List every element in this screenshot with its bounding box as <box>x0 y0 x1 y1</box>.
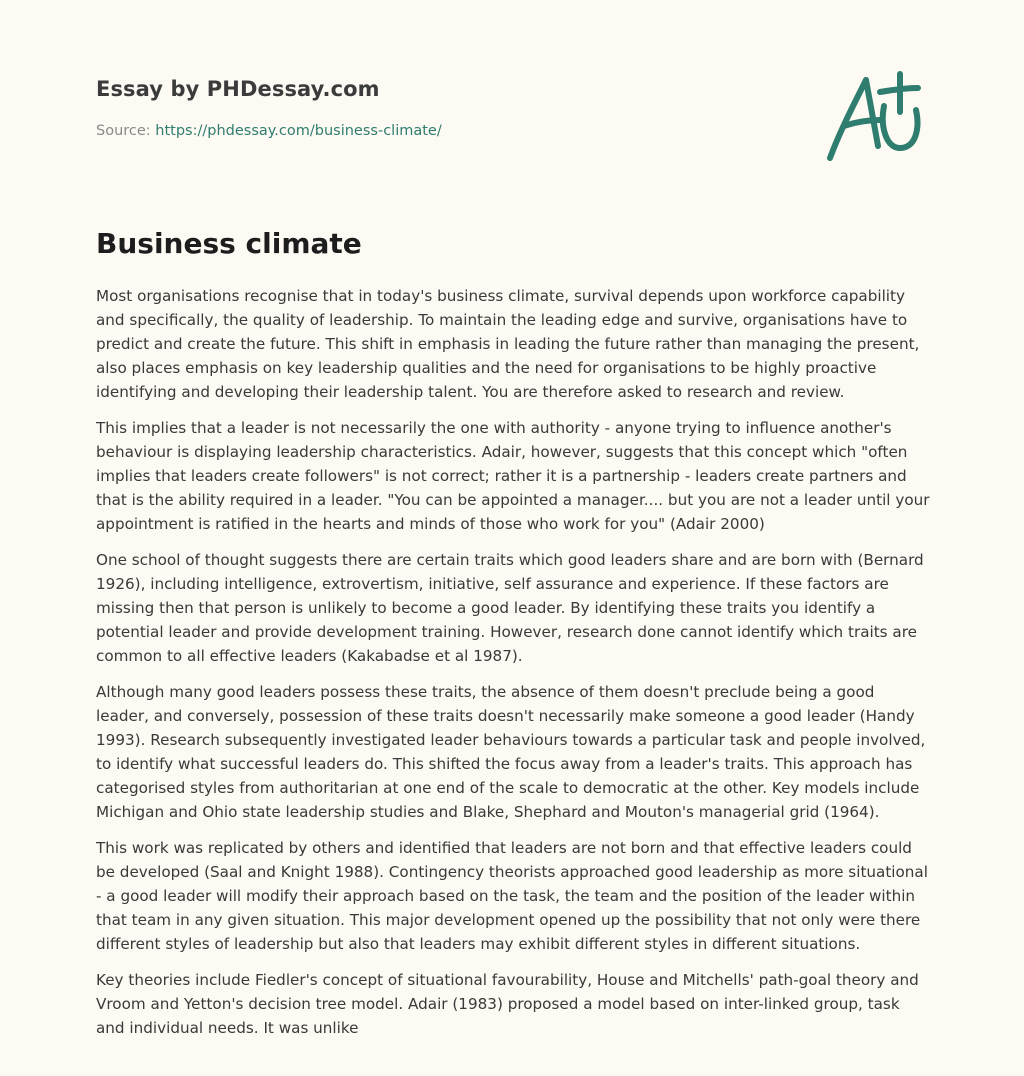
site-header <box>96 74 796 141</box>
article-paragraph: Most organisations recognise that in today's business climate, survival depends upon workforce capability and specifically, the quality of leadership. To maintain the leading edge and survive, organisations have to predict and create the future. This shift in emphasis in leading the future rather than managing the present, also places emphasis on key leadership qualities and the need for organisations to be highly proactive identifying and developing their leadership talent. You are therefore asked to research and review. <box>96 287 920 401</box>
source-link[interactable]: https://phdessay.com/business-climate/ <box>155 123 442 139</box>
article-paragraph: Although many good leaders possess these traits, the absence of them doesn't preclude being a good leader, and conversely, possession of these traits doesn't necessarily make someone a good leader (Handy 1993). Research subsequently investigated leader behaviours towards a particular task and people involved, to identify what successful leaders do. This shifted the focus away from a leader's traits. This approach has categorised styles from authoritarian at one end of the scale to democratic at the other. Key models include Michigan and Ohio state leadership studies and Blake, Shephard and Mouton's managerial grid (1964). <box>96 683 926 821</box>
source-line <box>96 121 796 141</box>
article-paragraph: Key theories include Fiedler's concept of situational favourability, House and Mitchells' path-goal theory and Vroom and Yetton's decision tree model. Adair (1983) proposed a model based on inter-linked group, task and individual needs. It was unlike <box>96 971 919 1037</box>
site-title: Essay by PHDessay.com <box>96 77 380 101</box>
article-paragraph: This work was replicated by others and identified that leaders are not born and that effective leaders could be developed (Saal and Knight 1988). Contingency theorists approached good leadership as more situational - a good leader will modify their approach based on the task, the team and the position of the leader within that team in any given situation. This major development opened up the possibility that not only were there different styles of leadership but also that leaders may exhibit different styles in different situations. <box>96 839 928 953</box>
article-paragraph: This implies that a leader is not necessarily the one with authority - anyone trying to influence another's behaviour is displaying leadership characteristics. Adair, however, suggests that this concept which "often implies that leaders create followers" is not correct; rather it is a partnership - leaders create partners and that is the ability required in a leader. "You can be appointed a manager.... but you are not a leader until your appointment is ratified in the hearts and minds of those who work for you" (Adair 2000) <box>96 419 930 533</box>
article-body <box>96 284 932 1052</box>
page-title: Business climate <box>96 227 362 260</box>
a-plus-logo-icon <box>820 66 930 166</box>
source-label: Source: <box>96 123 151 139</box>
article-paragraph: One school of thought suggests there are certain traits which good leaders share and are born with (Bernard 1926), including intelligence, extrovertism, initiative, self assurance and experience. If these factors are missing then that person is unlikely to become a good leader. By identifying these traits you identify a potential leader and provide development training. However, research done cannot identify which traits are common to all effective leaders (Kakabadse et al 1987). <box>96 551 924 665</box>
